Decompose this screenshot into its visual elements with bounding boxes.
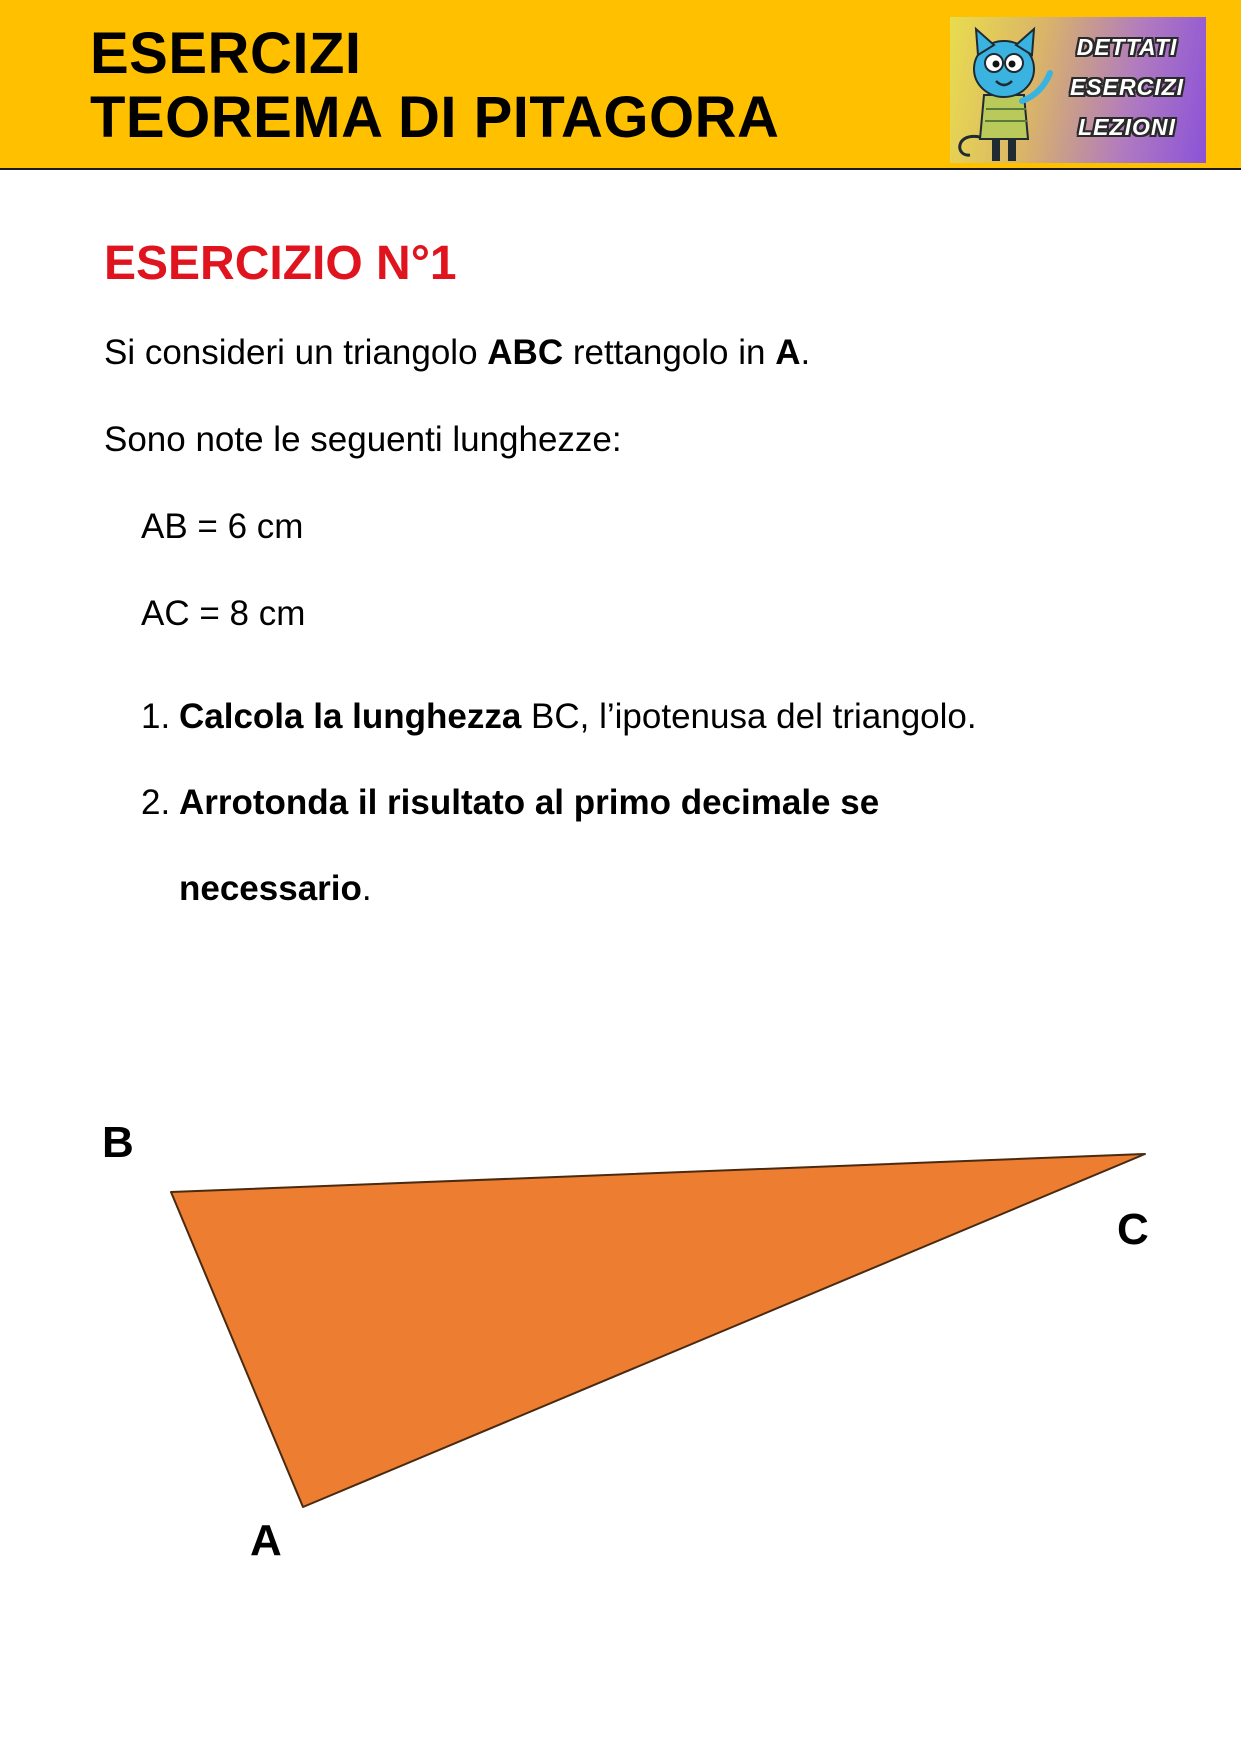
- task-2-continuation: [179, 867, 372, 911]
- logo-word-dettati: DETTATI: [1076, 34, 1178, 60]
- intro-suffix: .: [800, 333, 811, 372]
- page-title: [90, 22, 779, 150]
- title-line-2: TEOREMA DI PITAGORA: [90, 85, 780, 150]
- site-logo: [950, 17, 1206, 163]
- logo-word-esercizi: ESERCIZI: [1069, 74, 1185, 100]
- task-1-bold: Calcola la lunghezza: [179, 697, 522, 736]
- vertex-label-a: A: [250, 1516, 282, 1565]
- cat-mascot-icon: [950, 17, 1070, 163]
- task-2-number: 2.: [141, 783, 171, 822]
- vertex-label-c: C: [1117, 1205, 1149, 1254]
- given-ab: AB = 6 cm: [141, 507, 304, 546]
- triangle-abc: [171, 1154, 1145, 1507]
- intro-prefix: Si consideri un triangolo: [104, 333, 488, 372]
- intro-middle: rettangolo in: [563, 333, 776, 372]
- exercise-intro: [104, 331, 810, 375]
- vertex-label-b: B: [102, 1118, 134, 1167]
- task-2-suffix: .: [361, 869, 372, 908]
- known-lengths-intro: Sono note le seguenti lunghezze:: [104, 420, 622, 459]
- header-band: [0, 0, 1241, 170]
- triangle-figure: [0, 1100, 1241, 1570]
- task-1-number: 1.: [141, 697, 171, 736]
- task-2-bold-line-2: necessario: [179, 869, 362, 908]
- task-1-text: BC, l’ipotenusa del triangolo.: [521, 697, 977, 736]
- right-angle-vertex: A: [775, 333, 801, 372]
- logo-word-lezioni: LEZIONI: [1078, 114, 1176, 140]
- task-2: [141, 781, 879, 825]
- triangle-name: ABC: [487, 333, 564, 372]
- title-line-1: ESERCIZI: [90, 21, 362, 86]
- task-1: [141, 695, 977, 739]
- task-2-bold-line-1: Arrotonda il risultato al primo decimale se: [179, 783, 880, 822]
- exercise-title: ESERCIZIO N°1: [104, 237, 457, 290]
- given-ac: AC = 8 cm: [141, 594, 306, 633]
- logo-text: [1062, 27, 1192, 147]
